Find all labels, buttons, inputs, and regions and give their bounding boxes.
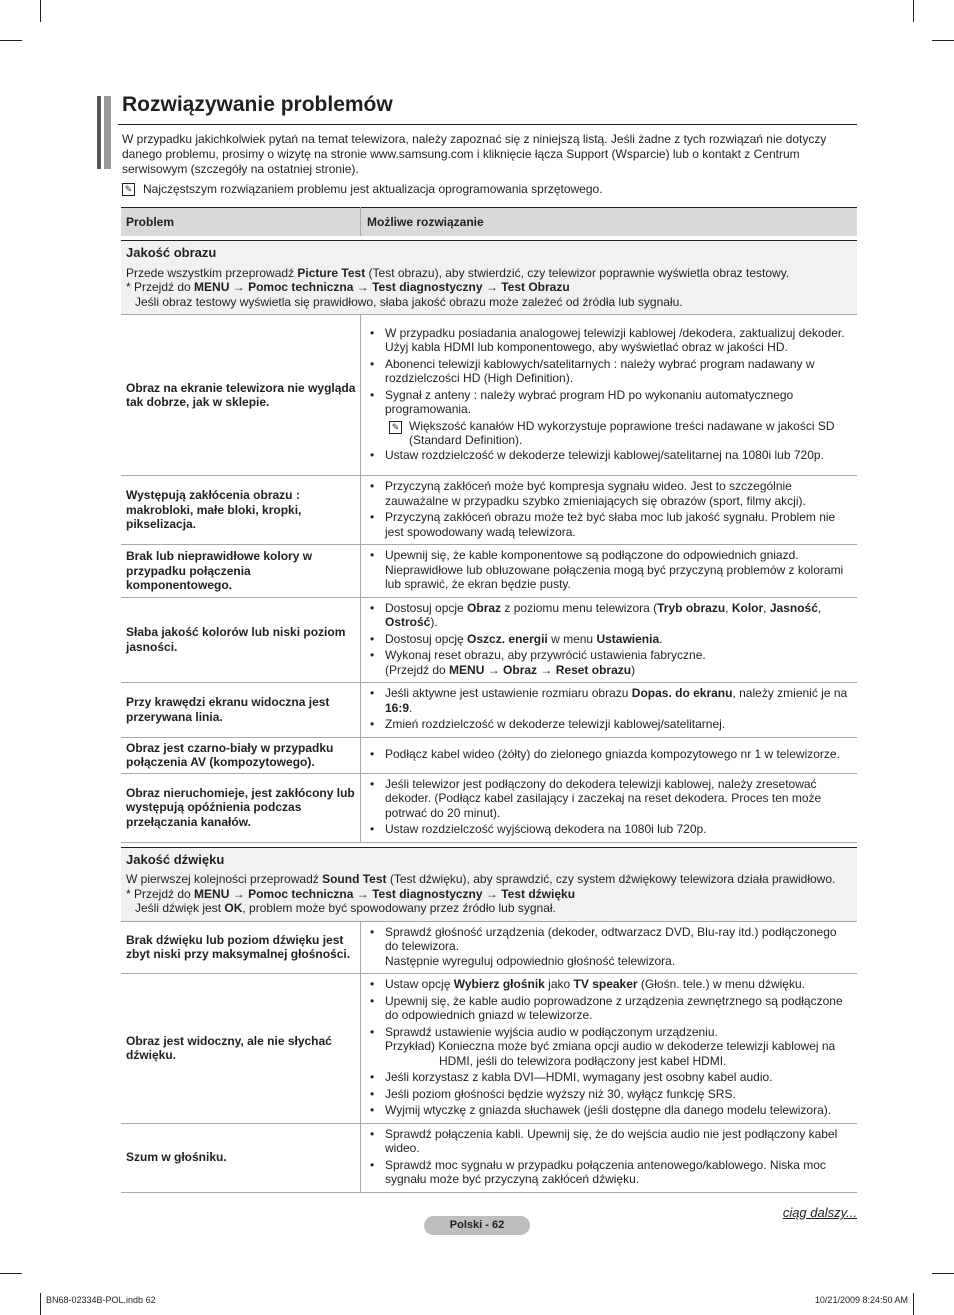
page-number-badge: Polski - 62 bbox=[424, 1216, 530, 1235]
list-item: • Sygnał z anteny : należy wybrać program HD po wykonaniu automatycznego programowania. bbox=[367, 388, 853, 417]
title-rule bbox=[118, 124, 857, 125]
list-item: • Upewnij się, że kable komponentowe są podłączone do odpowiednich gniazd. Nieprawidłowe lub obluzowane połączenia mogą być przyczyną problemów z kolorami lub sprawić, że ekran będzie pusty. bbox=[367, 548, 853, 592]
crop-mark bbox=[913, 1293, 914, 1315]
list-item: • Wyjmij wtyczkę z gniazda słuchawek (jeśli dostępne dla danego modelu telewizora). bbox=[367, 1103, 853, 1118]
list-item: • Dostosuj opcje Obraz z poziomu menu telewizora (Tryb obrazu, Kolor, Jasność, Ostrość). bbox=[367, 601, 853, 630]
section-line: Przede wszystkim przeprowadź Picture Test (Test obrazu), aby stwierdzić, czy telewizor poprawnie wyświetla obraz testowy. bbox=[126, 265, 790, 280]
section-line: Jeśli obraz testowy wyświetla się prawidłowo, słaba jakość obrazu może zależeć od źródła lub sygnału. bbox=[135, 294, 683, 309]
troubleshooting-table bbox=[121, 207, 857, 1193]
crop-mark bbox=[913, 0, 914, 22]
crop-mark bbox=[0, 1273, 22, 1274]
footer-timestamp: 10/21/2009 8:24:50 AM bbox=[814, 1295, 908, 1305]
section-sound bbox=[121, 847, 857, 921]
table-row bbox=[121, 1123, 857, 1192]
note-icon: ✎ bbox=[122, 183, 135, 196]
solution-cell bbox=[361, 597, 858, 683]
list-item: • Jeśli telewizor jest podłączony do dekodera telewizji kablowej, należy zresetować dekoder. (Podłącz kabel zasilający i zaczekaj na reset dekodera. Proces ten może potrwać do 20 minut). bbox=[367, 777, 853, 821]
section-line: * Przejdź do MENU → Pomoc techniczna → Test diagnostyczny → Test dźwięku bbox=[126, 886, 576, 901]
list-item: • Sprawdź ustawienie wyjścia audio w podłączonym urządzeniu. Przykład) Konieczna może być zmiana opcji audio w dekoderze telewizji kablowej na HDMI, jeśli do telewizora podłączony jest kabel HDMI. bbox=[367, 1025, 853, 1069]
intro-text: W przypadku jakichkolwiek pytań na temat telewizora, należy zapoznać się z niniejszą listą. Jeśli żadne z tych rozwiązań nie dotyczy danego problemu, prosimy o wizytę na stronie www.samsung.com i kliknięcie łącza Support (Wsparcie) lub o kontakt z Centrum serwisowym (szczegóły na ostatniej stronie). bbox=[122, 132, 827, 176]
crop-mark bbox=[0, 40, 22, 41]
section-line: * Przejdź do MENU → Pomoc techniczna → Test diagnostyczny → Test Obrazu bbox=[126, 280, 570, 294]
list-item: • Jeśli poziom głośności będzie wyższy niż 30, wyłącz funkcję SRS. bbox=[367, 1087, 853, 1102]
list-item: • Ustaw rozdzielczość wyjściową dekodera na 1080i lub 720p. bbox=[367, 822, 853, 837]
section-picture bbox=[121, 241, 857, 315]
list-item: • Zmień rozdzielczość w dekoderze telewizji kablowej/satelitarnej. bbox=[367, 717, 853, 732]
solution-cell bbox=[361, 315, 858, 476]
crop-mark bbox=[932, 1273, 954, 1274]
problem-cell: Słaba jakość kolorów lub niski poziom jasności. bbox=[121, 597, 361, 683]
crop-mark bbox=[40, 1293, 41, 1315]
list-item: • Abonenci telewizji kablowych/satelitarnych : należy wybrać program nadawany w rozdzielczości HD (High Definition). bbox=[367, 357, 853, 386]
table-row bbox=[121, 315, 857, 476]
problem-cell: Obraz nieruchomieje, jest zakłócony lub występują opóźnienia podczas przełączania kanałów. bbox=[121, 773, 361, 842]
problem-cell: Obraz jest widoczny, ale nie słychać dźwięku. bbox=[121, 974, 361, 1124]
list-item: • Sprawdź połączenia kabli. Upewnij się, że do wejścia audio nie jest podłączony kabel wideo. bbox=[367, 1127, 853, 1156]
table-row bbox=[121, 737, 857, 773]
solution-cell bbox=[361, 773, 858, 842]
section-line: W pierwszej kolejności przeprowadź Sound Test (Test dźwięku), aby sprawdzić, czy system dźwiękowy telewizora działa prawidłowo. bbox=[126, 872, 836, 886]
list-item: • Wykonaj reset obrazu, aby przywrócić ustawienia fabryczne. (Przejdź do MENU → Obraz → Reset obrazu) bbox=[367, 648, 853, 677]
list-item: • Sprawdź głośność urządzenia (dekoder, odtwarzacz DVD, Blu-ray itd.) podłączonego do telewizora. Następnie wyreguluj odpowiednio głośność telewizora. bbox=[367, 925, 853, 969]
page-title: Rozwiązywanie problemów bbox=[122, 93, 393, 116]
solution-cell bbox=[361, 921, 858, 974]
section-line: Jeśli dźwięk jest OK, problem może być spowodowany przez źródło lub sygnał. bbox=[135, 901, 556, 915]
problem-cell: Szum w głośniku. bbox=[121, 1123, 361, 1192]
problem-cell: Obraz na ekranie telewizora nie wygląda tak dobrze, jak w sklepie. bbox=[121, 315, 361, 476]
crop-mark bbox=[932, 40, 954, 41]
problem-cell: Brak lub nieprawidłowe kolory w przypadku połączenia komponentowego. bbox=[121, 545, 361, 598]
table-row bbox=[121, 597, 857, 683]
continued-link: ciąg dalszy... bbox=[782, 1205, 857, 1220]
list-item: • Ustaw opcję Wybierz głośnik jako TV speaker (Głośn. tele.) w menu dźwięku. bbox=[367, 977, 853, 992]
list-item: • Sprawdź moc sygnału w przypadku połączenia antenowego/kablowego. Niska moc sygnału może być przyczyną zakłóceń dźwięku. bbox=[367, 1158, 853, 1187]
table-row bbox=[121, 974, 857, 1124]
table-row bbox=[121, 921, 857, 974]
list-item: • Przyczyną zakłóceń może być kompresja sygnału wideo. Jest to szczególnie zauważalne w przypadku szybko zmieniających się obrazów (sport, filmy akcji). bbox=[367, 479, 853, 508]
table-row bbox=[121, 773, 857, 842]
solution-cell bbox=[361, 683, 858, 738]
solution-cell bbox=[361, 1123, 858, 1192]
table-row bbox=[121, 683, 857, 738]
list-item: • Jeśli korzystasz z kabla DVI—HDMI, wymagany jest osobny kabel audio. bbox=[367, 1070, 853, 1085]
problem-cell: Brak dźwięku lub poziom dźwięku jest zbyt niski przy maksymalnej głośności. bbox=[121, 921, 361, 974]
list-item: • Dostosuj opcję Oszcz. energii w menu Ustawienia. bbox=[367, 632, 853, 647]
note-line bbox=[122, 182, 857, 197]
list-note: ✎ Większość kanałów HD wykorzystuje poprawione treści nadawane w jakości SD (Standard Definition). bbox=[367, 419, 853, 448]
note-icon: ✎ bbox=[389, 421, 402, 434]
list-item: • W przypadku posiadania analogowej telewizji kablowej /dekodera, zaktualizuj dekoder. Użyj kabla HDMI lub komponentowego, aby wyświetlać obraz w jakości HD. bbox=[367, 326, 853, 355]
problem-cell: Przy krawędzi ekranu widoczna jest przerywana linia. bbox=[121, 683, 361, 738]
table-row bbox=[121, 545, 857, 598]
header-solution: Możliwe rozwiązanie bbox=[361, 208, 858, 237]
solution-cell bbox=[361, 974, 858, 1124]
title-decoration bbox=[97, 96, 111, 169]
problem-cell: Występują zakłócenia obrazu : makrobloki, małe bloki, kropki, pikselizacja. bbox=[121, 476, 361, 545]
list-item: • Upewnij się, że kable audio poprowadzone z urządzenia zewnętrznego są podłączone do odpowiednich gniazd w telewizorze. bbox=[367, 994, 853, 1023]
footer-file-info: BN68-02334B-POL.indb 62 bbox=[46, 1295, 156, 1305]
list-item: • Jeśli aktywne jest ustawienie rozmiaru obrazu Dopas. do ekranu, należy zmienić je na 16:9. bbox=[367, 686, 853, 715]
table-row bbox=[121, 476, 857, 545]
list-item: • Przyczyną zakłóceń obrazu może też być słaba moc lub jakość sygnału. Problem nie jest spowodowany wadą telewizora. bbox=[367, 510, 853, 539]
solution-cell bbox=[361, 737, 858, 773]
crop-mark bbox=[40, 0, 41, 22]
list-item: • Podłącz kabel wideo (żółty) do zielonego gniazda kompozytowego nr 1 w telewizorze. bbox=[367, 747, 853, 762]
section-title: Jakość obrazu bbox=[126, 245, 217, 260]
section-title: Jakość dźwięku bbox=[126, 851, 225, 867]
list-item: • Ustaw rozdzielczość w dekoderze telewizji kablowej/satelitarnej na 1080i lub 720p. bbox=[367, 448, 853, 463]
solution-cell bbox=[361, 476, 858, 545]
table-header-row bbox=[121, 208, 857, 237]
problem-cell: Obraz jest czarno-biały w przypadku połączenia AV (kompozytowego). bbox=[121, 737, 361, 773]
solution-cell bbox=[361, 545, 858, 598]
note-text: Najczęstszym rozwiązaniem problemu jest aktualizacja oprogramowania sprzętowego. bbox=[143, 182, 603, 196]
header-problem: Problem bbox=[121, 208, 361, 237]
